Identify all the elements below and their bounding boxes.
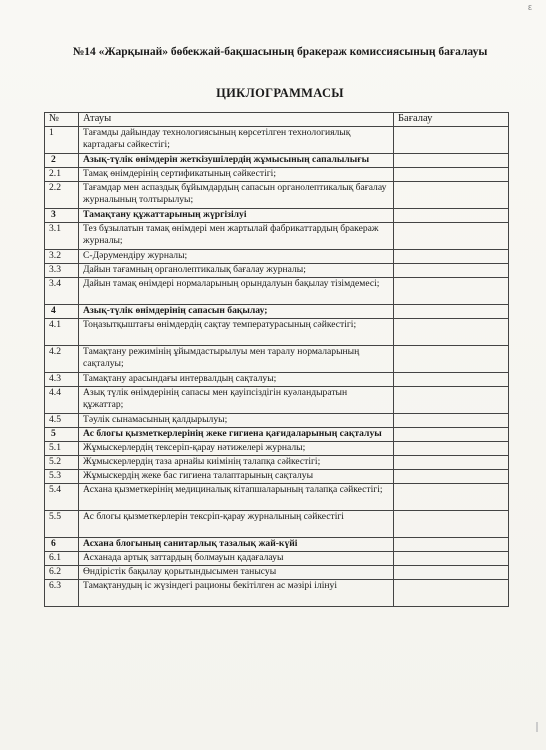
row-number: 5.3 [45, 470, 79, 484]
row-number: 3.4 [45, 278, 79, 305]
row-criterion: Тамақтану арасындағы интервалдың сақталуы; [79, 373, 394, 387]
row-number: 4.3 [45, 373, 79, 387]
row-criterion: Асхана қызметкерінің медициналық кітапшаларының талапқа сәйкестігі; [79, 484, 394, 511]
row-grade-cell [394, 127, 509, 154]
row-criterion: Тамақтану режимінің ұйымдастырылуы мен таралу нормаларының сақталуы; [79, 346, 394, 373]
table-row [45, 456, 509, 470]
table-section-row [45, 538, 509, 552]
row-grade-cell [394, 264, 509, 278]
table-section-row [45, 209, 509, 223]
row-grade-cell [394, 346, 509, 373]
row-criterion: Тез бұзылатын тамақ өнімдері мен жартылай фабрикаттардың бракераж журналы; [79, 223, 394, 250]
row-number: 6 [45, 538, 79, 552]
row-grade-cell [394, 538, 509, 552]
row-criterion: Жұмыскерлердің тексеріп-қарау нәтижелері журналы; [79, 442, 394, 456]
row-number: 1 [45, 127, 79, 154]
table-section-row [45, 154, 509, 168]
row-grade-cell [394, 442, 509, 456]
row-number: 5.4 [45, 484, 79, 511]
row-criterion: Өндірістік бақылау қорытындысымен танысуы [79, 566, 394, 580]
row-grade-cell [394, 580, 509, 607]
row-criterion: Тоңазытқыштағы өнімдердің сақтау температурасының сәйкестігі; [79, 319, 394, 346]
row-number: 6.1 [45, 552, 79, 566]
table-row [45, 414, 509, 428]
row-grade-cell [394, 566, 509, 580]
row-criterion: Жұмыскерлердің таза арнайы киімінің талапқа сәйкестігі; [79, 456, 394, 470]
row-criterion: Азық түлік өнімдерінің сапасы мен қауіпсіздігін куәландыратын құжаттар; [79, 387, 394, 414]
row-grade-cell [394, 456, 509, 470]
row-number: 5 [45, 428, 79, 442]
row-grade-cell [394, 168, 509, 182]
table-row [45, 442, 509, 456]
row-criterion: Ас блогы қызметкерлерін тексріп-қарау журналының сәйкестігі [79, 511, 394, 538]
table-row [45, 484, 509, 511]
row-number: 4.4 [45, 387, 79, 414]
table-row [45, 470, 509, 484]
row-number: 5.1 [45, 442, 79, 456]
table-row [45, 552, 509, 566]
row-criterion: Азық-түлік өнімдерін жеткізушілердің жұмысының сапалылығы [79, 154, 394, 168]
row-number: 2.1 [45, 168, 79, 182]
header-name: Атауы [79, 113, 394, 127]
table-header-row [45, 113, 509, 127]
row-grade-cell [394, 387, 509, 414]
table-row [45, 264, 509, 278]
row-grade-cell [394, 414, 509, 428]
table-section-row [45, 305, 509, 319]
row-number: 6.2 [45, 566, 79, 580]
row-number: 4.1 [45, 319, 79, 346]
row-criterion: Тәулік сынамасының қалдырылуы; [79, 414, 394, 428]
table-row [45, 278, 509, 305]
table-row [45, 223, 509, 250]
row-grade-cell [394, 223, 509, 250]
row-grade-cell [394, 154, 509, 168]
row-number: 3 [45, 209, 79, 223]
row-number: 6.3 [45, 580, 79, 607]
row-grade-cell [394, 319, 509, 346]
row-grade-cell [394, 470, 509, 484]
corner-mark: ε [527, 2, 532, 12]
table-row [45, 168, 509, 182]
row-grade-cell [394, 305, 509, 319]
row-criterion: Дайын тамақ өнімдері нормаларының орындалуын бақылау тізімдемесі; [79, 278, 394, 305]
row-number: 2.2 [45, 182, 79, 209]
row-criterion: Жұмыскердің жеке бас гигиена талаптарының сақталуы [79, 470, 394, 484]
table-row [45, 319, 509, 346]
row-number: 4.5 [45, 414, 79, 428]
row-grade-cell [394, 278, 509, 305]
row-number: 5.2 [45, 456, 79, 470]
row-number: 4.2 [45, 346, 79, 373]
table-row [45, 373, 509, 387]
table-row [45, 346, 509, 373]
row-criterion: Тамақ өнімдерінің сертификатының сәйкестігі; [79, 168, 394, 182]
header-grade: Бағалау [394, 113, 509, 127]
document-title: №14 «Жарқынай» бөбекжай-бақшасының бракераж комиссиясының бағалауы [72, 46, 488, 58]
row-number: 3.1 [45, 223, 79, 250]
row-number: 3.2 [45, 250, 79, 264]
row-grade-cell [394, 182, 509, 209]
row-criterion: Асхана блогының санитарлық тазалық жай-күйі [79, 538, 394, 552]
row-grade-cell [394, 250, 509, 264]
row-grade-cell [394, 484, 509, 511]
row-grade-cell [394, 209, 509, 223]
row-criterion: С-Дәрумендіру журналы; [79, 250, 394, 264]
row-grade-cell [394, 552, 509, 566]
row-criterion: Тамақтану құжаттарының жүргізілуі [79, 209, 394, 223]
row-number: 5.5 [45, 511, 79, 538]
row-criterion: Азық-түлік өнімдерінің сапасын бақылау; [79, 305, 394, 319]
table-row [45, 250, 509, 264]
row-number: 4 [45, 305, 79, 319]
row-grade-cell [394, 428, 509, 442]
row-criterion: Дайын тағамның органолептикалық бағалау журналы; [79, 264, 394, 278]
row-criterion: Асханада артық заттардың болмауын қадағалауы [79, 552, 394, 566]
table-row [45, 182, 509, 209]
row-criterion: Тағамды дайындау технологиясының көрсетілген технологиялық картадағы сәйкестігі; [79, 127, 394, 154]
cyclogram-table [44, 112, 509, 607]
row-number: 3.3 [45, 264, 79, 278]
row-number: 2 [45, 154, 79, 168]
document-subtitle: ЦИКЛОГРАММАСЫ [216, 86, 344, 100]
table-row [45, 580, 509, 607]
table-row [45, 127, 509, 154]
table-section-row [45, 428, 509, 442]
row-criterion: Ас блогы қызметкерлерінің жеке гигиена қағидаларының сақталуы [79, 428, 394, 442]
row-grade-cell [394, 511, 509, 538]
row-criterion: Тамақтанудың іс жүзіндегі рационы бекітілген ас мәзірі ілінуі [79, 580, 394, 607]
table-row [45, 387, 509, 414]
scan-edge-mark [536, 722, 538, 732]
header-num: № [45, 113, 79, 127]
table-row [45, 566, 509, 580]
table-row [45, 511, 509, 538]
row-grade-cell [394, 373, 509, 387]
row-criterion: Тағамдар мен аспаздық бұйымдардың сапасын органолептикалық бағалау журналының толтырылуы; [79, 182, 394, 209]
